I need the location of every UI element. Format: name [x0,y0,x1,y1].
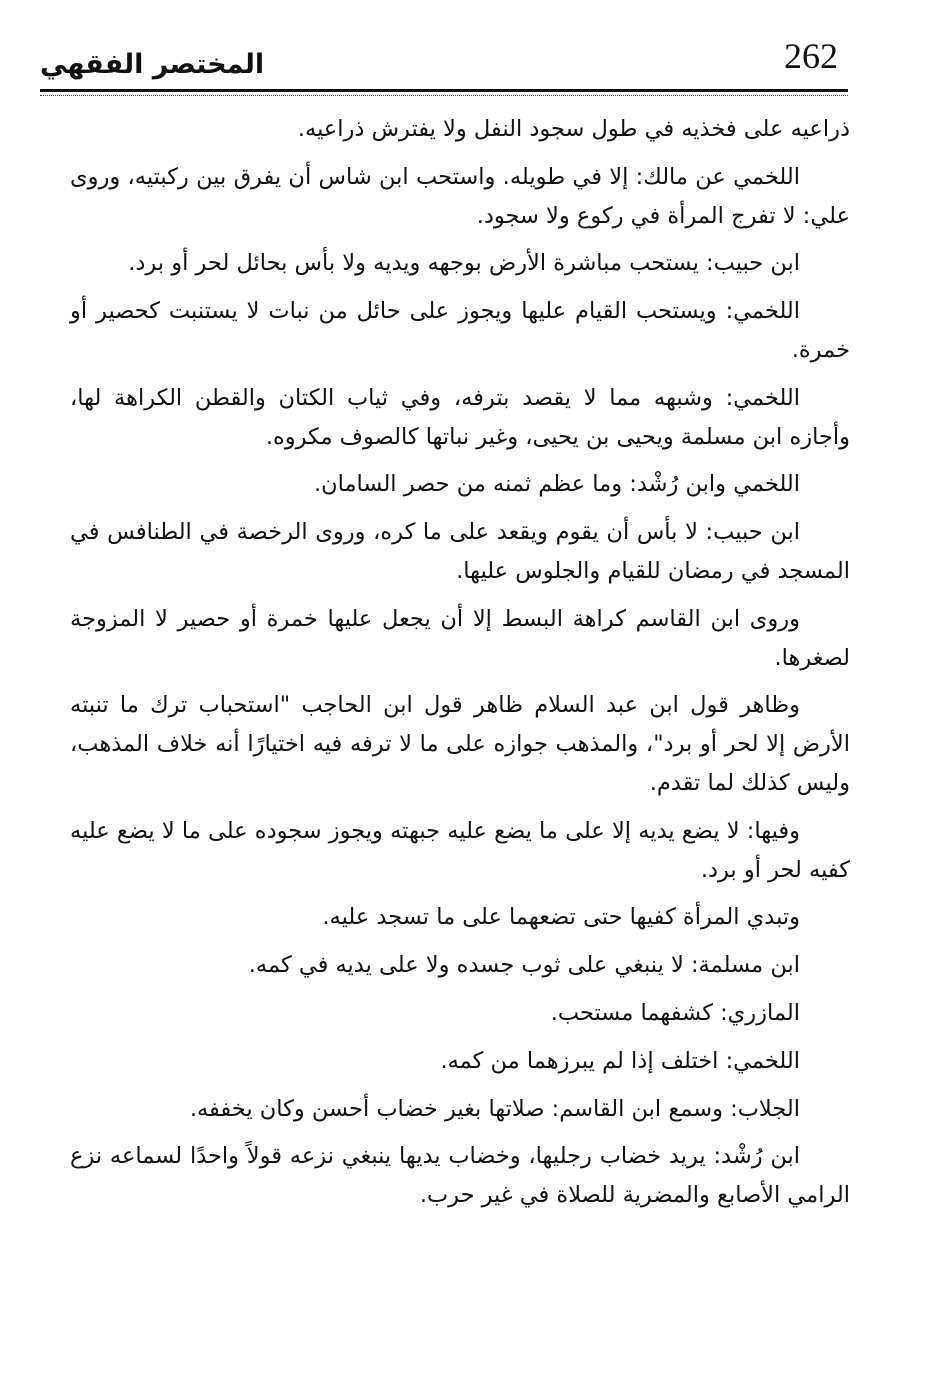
paragraph-9: وظاهر قول ابن عبد السلام ظاهر قول ابن الحاجب "استحباب ترك ما تنبته الأرض إلا لحر أو برد"، والمذهب جوازه على ما لا ترفه فيه اختيارًا أنه خلاف المذهب، وليس كذلك لما تقدم. [70,692,850,796]
page-header [40,36,848,92]
page-body [70,110,850,1224]
paragraph-16: ابن رُشْد: يريد خضاب رجليها، وخضاب يديها ينبغي نزعه قولاً واحدًا لسماعه نزع الرامي الأصابع والمضرية للصلاة في غير حرب. [70,1143,850,1209]
paragraph-15: الجلاب: وسمع ابن القاسم: صلاتها بغير خضاب أحسن وكان يخففه. [189,1095,800,1122]
paragraph-3: ابن حبيب: يستحب مباشرة الأرض بوجهه ويديه ولا بأس بحائل لحر أو برد. [128,250,800,277]
paragraph-10: وفيها: لا يضع يديه إلا على ما يضع عليه جبهته ويجوز سجوده على ما لا يضع عليه كفيه لحر أو برد. [70,817,850,883]
paragraph-2: اللخمي عن مالك: إلا في طويله. واستحب ابن شاس أن يفرق بين ركبتيه، وروى علي: لا تفرج المرأة في ركوع ولا سجود. [70,163,850,229]
paragraph-5: اللخمي: وشبهه مما لا يقصد بترفه، وفي ثياب الكتان والقطن الكراهة لها، وأجازه ابن مسلمة ويحيى بن يحيى، وغير نباتها كالصوف مكروه. [70,384,850,450]
paragraph-13: المازري: كشفهما مستحب. [550,999,800,1026]
paragraph-14: اللخمي: اختلف إذا لم يبرزهما من كمه. [440,1047,800,1074]
paragraph-11: وتبدي المرأة كفيها حتى تضعهما على ما تسجد عليه. [322,904,800,931]
header-rule [40,89,848,92]
header-rule-dotted [40,95,848,96]
page-number: 262 [784,36,838,76]
paragraph-6: اللخمي وابن رُشْد: وما عظم ثمنه من حصر السامان. [313,471,800,498]
paragraph-4: اللخمي: ويستحب القيام عليها ويجوز على حائل من نبات لا يستنبت كحصير أو خمرة. [70,298,850,363]
paragraph-1: ذراعيه على فخذيه في طول سجود النفل ولا يفترش ذراعيه. [297,116,850,142]
paragraph-12: ابن مسلمة: لا ينبغي على ثوب جسده ولا على يديه في كمه. [248,952,800,979]
paragraph-8: وروى ابن القاسم كراهة البسط إلا أن يجعل عليها خمرة أو حصير لا المزوجة لصغرها. [70,605,850,671]
paragraph-7: ابن حبيب: لا بأس أن يقوم ويقعد على ما كره، وروى الرخصة في الطنافس في المسجد في رمضان للقيام والجلوس عليها. [70,519,850,584]
running-title: المختصر الفقهي [40,49,265,80]
